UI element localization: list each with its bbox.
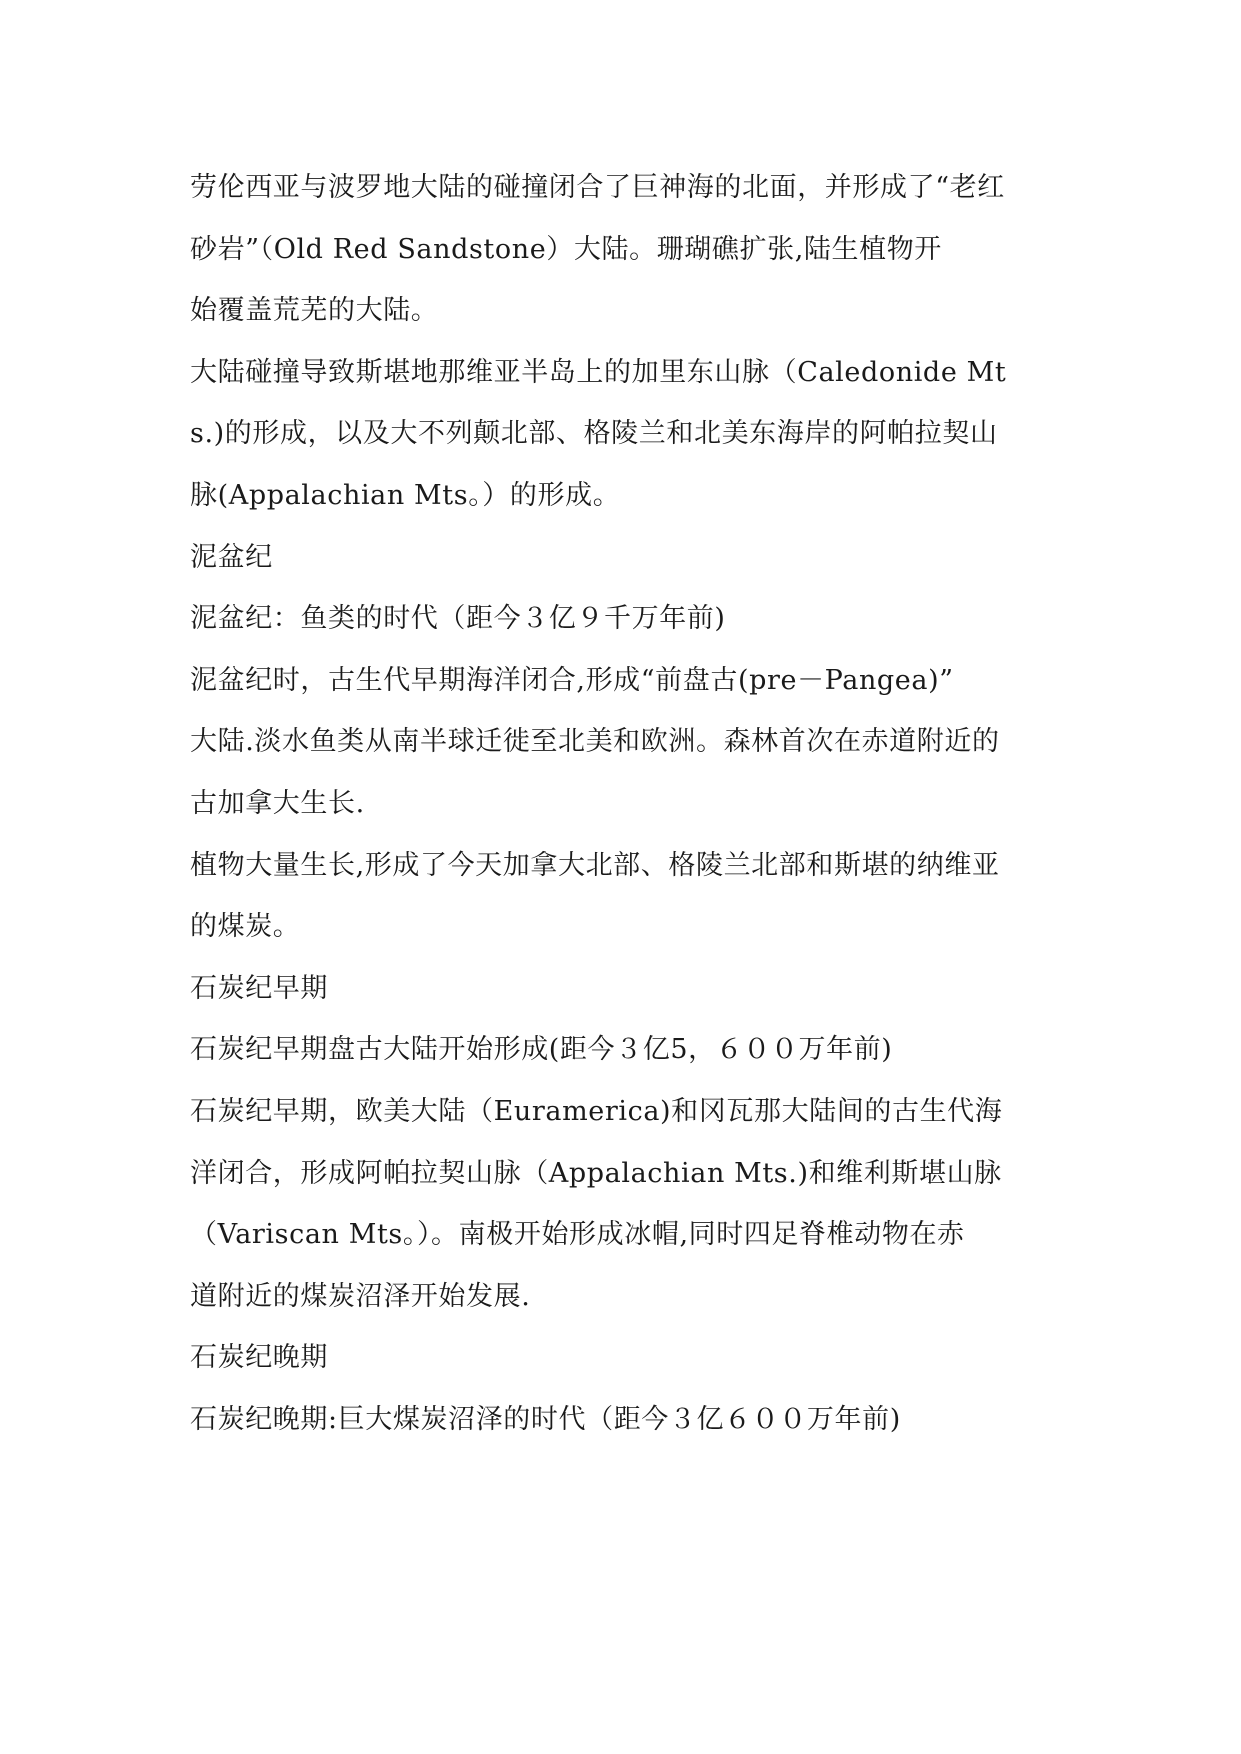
paragraph-line: 道附近的煤炭沼泽开始发展.	[190, 1280, 531, 1312]
paragraph-line: 砂岩”（Old Red Sandstone）大陆。珊瑚礁扩张,陆生植物开	[190, 233, 942, 265]
paragraph-line: 泥盆纪：鱼类的时代（距今３亿９千万年前)	[190, 603, 726, 635]
paragraph-line: 泥盆纪时，古生代早期海洋闭合,形成“前盘古(pre－Pangea)”	[190, 664, 954, 696]
paragraph-line: 劳伦西亚与波罗地大陆的碰撞闭合了巨神海的北面，并形成了“老红	[190, 172, 1005, 203]
paragraph-line: 大陆.淡水鱼类从南半球迁徙至北美和欧洲。森林首次在赤道附近的	[190, 726, 1000, 758]
paragraph-line: 大陆碰撞导致斯堪地那维亚半岛上的加里东山脉（Caledonide Mt	[190, 356, 1007, 388]
paragraph-line: s.)的形成，以及大不列颠北部、格陵兰和北美东海岸的阿帕拉契山	[190, 418, 998, 450]
paragraph-line: 石炭纪早期，欧美大陆（Euramerica)和冈瓦那大陆间的古生代海	[190, 1095, 1003, 1127]
paragraph-line: 脉(Appalachian Mts。）的形成。	[190, 479, 621, 511]
paragraph-line: 始覆盖荒芜的大陆。	[190, 295, 439, 327]
paragraph-line: 石炭纪晚期:巨大煤炭沼泽的时代（距今３亿６００万年前)	[190, 1403, 901, 1435]
paragraph-line: 的煤炭。	[190, 911, 301, 943]
document-body	[190, 157, 1062, 1450]
paragraph-line: 古加拿大生长.	[190, 787, 365, 819]
paragraph-line: （Variscan Mts。）。南极开始形成冰帽,同时四足脊椎动物在赤	[190, 1219, 965, 1251]
section-heading-early-carboniferous: 石炭纪早期	[190, 972, 328, 1004]
paragraph-line: 洋闭合，形成阿帕拉契山脉（Appalachian Mts.)和维利斯堪山脉	[190, 1157, 1002, 1189]
section-heading-late-carboniferous: 石炭纪晚期	[190, 1342, 328, 1374]
section-heading-devonian: 泥盆纪	[190, 541, 273, 573]
paragraph-line: 植物大量生长,形成了今天加拿大北部、格陵兰北部和斯堪的纳维亚	[190, 849, 1000, 881]
paragraph-line: 石炭纪早期盘古大陆开始形成(距今３亿5，６００万年前)	[190, 1034, 893, 1066]
